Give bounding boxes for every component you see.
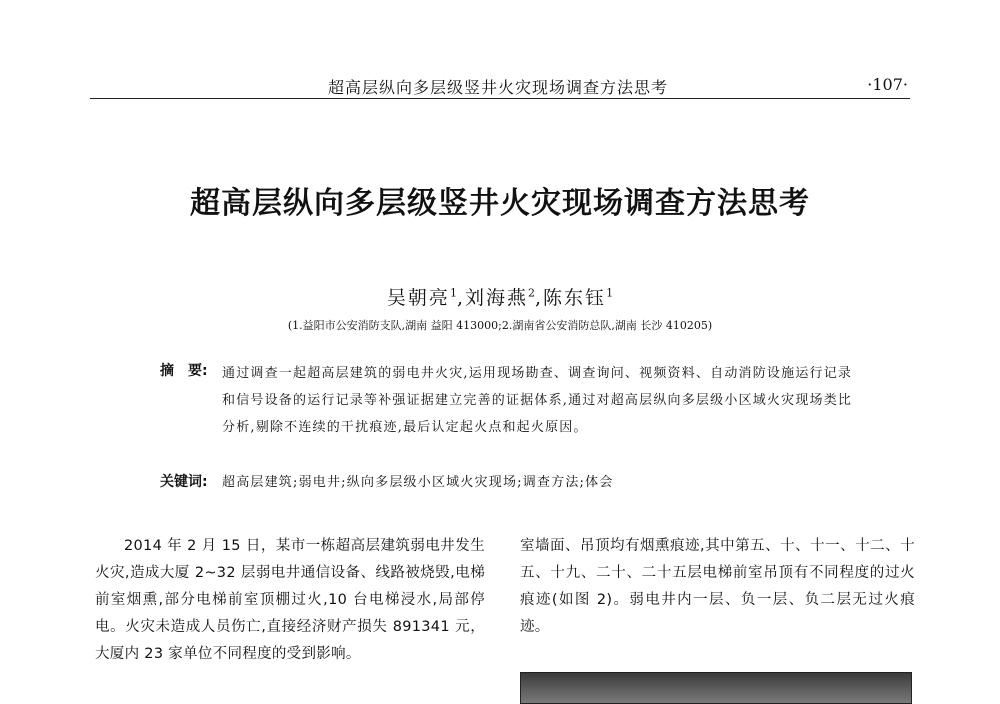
keywords-label: 关键词: bbox=[160, 474, 208, 490]
author-affil-mark: 1 bbox=[606, 286, 614, 300]
body-left-column: 2014 年 2 月 15 日，某市一栋超高层建筑弱电井发生火灾,造成大厦 2~32 层弱电井通信设备、线路被烧毁,电梯前室烟熏,部分电梯前室顶棚过火,10 台电梯浸水,局部停电。火灾未造成人员伤亡,直接经济财产损失 891341 元，大厦内 23 家单位不同程度的受到影响。 bbox=[95, 538, 485, 662]
author-affil-mark: 2 bbox=[528, 286, 535, 300]
author-affil-mark: 1 bbox=[449, 286, 457, 300]
page-number: ·107· bbox=[867, 75, 908, 94]
abstract-label: 摘 要: bbox=[160, 363, 208, 379]
author-name: 吴朝亮 bbox=[386, 287, 450, 309]
body-right-column: 室墙面、吊顶均有烟熏痕迹,其中第五、十、十一、十二、十五、十九、二十、二十五层电梯前室吊顶有不同程度的过火痕迹(如图 2)。弱电井内一层、负一层、负二层无过火痕迹。 bbox=[520, 538, 915, 635]
author-list: 吴朝亮$^1$,刘海燕$^2$,陈东钰$^1$ bbox=[386, 286, 614, 309]
running-title: 超高层纵向多层级竖井火灾现场调查方法思考 bbox=[328, 78, 669, 97]
abstract-text: 通过调查一起超高层建筑的弱电井火灾,运用现场勘查、调查询问、视频资料、自动消防设施运行记录和信号设备的运行记录等补强证据建立完善的证据体系,通过对超高层纵向多层级小区域火灾现场类比分析,剔除不连续的干扰痕迹,最后认定起火点和起火原因。 bbox=[222, 366, 853, 435]
figure-image bbox=[520, 672, 912, 704]
affiliation: (1.益阳市公安消防支队,湖南 益阳 413000;2.湖南省公安消防总队,湖南 长沙 410205) bbox=[287, 319, 713, 332]
author-name: 陈东钰 bbox=[543, 287, 607, 309]
author-name: 刘海燕 bbox=[464, 287, 528, 309]
keywords-text: 超高层建筑;弱电井;纵向多层级小区域火灾现场;调查方法;体会 bbox=[222, 475, 614, 490]
paper-title: 超高层纵向多层级竖井火灾现场调查方法思考 bbox=[190, 186, 810, 221]
running-header bbox=[90, 72, 910, 99]
